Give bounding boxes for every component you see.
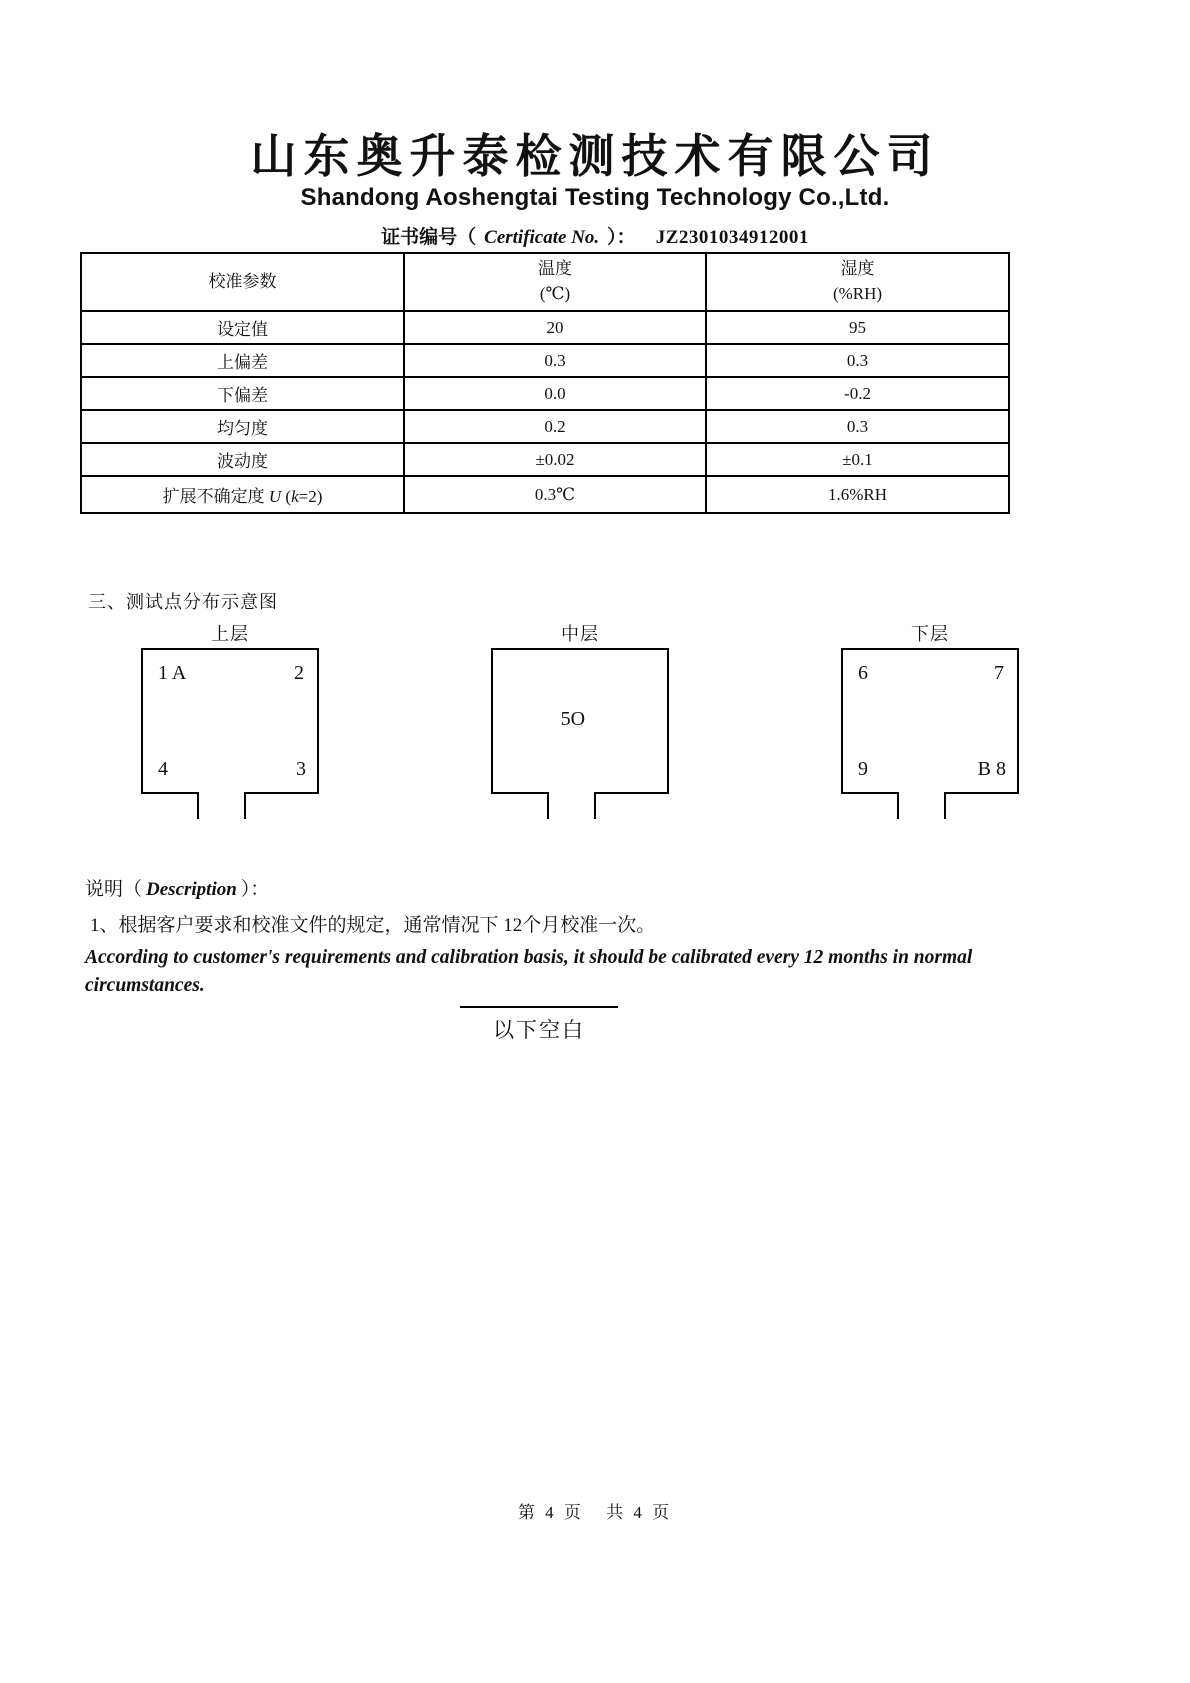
diagram-label: 中层: [561, 624, 599, 644]
table-row: [81, 410, 1009, 443]
temp-value: 0.0: [404, 377, 706, 410]
temp-value: 0.3℃: [404, 476, 706, 513]
temp-value: 0.3: [404, 344, 706, 377]
diagram-label: 下层: [911, 624, 949, 644]
certificate-number: JZ2301034912001: [655, 227, 809, 248]
uncertainty-U: U: [268, 487, 282, 506]
row-label: [81, 476, 404, 513]
cert-label-en: Certificate No.: [484, 227, 600, 248]
row-label: 下偏差: [81, 377, 404, 410]
certificate-number-line: [0, 222, 1190, 249]
company-name-zh: 山东奥升泰检测技术有限公司: [250, 131, 940, 182]
humidity-value: 95: [706, 311, 1009, 344]
header-cell-humidity: [706, 253, 1009, 311]
uncertainty-label-part: 扩展不确定度: [162, 487, 269, 506]
point-label-bottom-right: 3: [296, 758, 306, 780]
table-header-row: [81, 253, 1009, 311]
uncertainty-label-part: (: [281, 487, 292, 506]
point-label-bottom-left: 4: [158, 758, 168, 780]
point-label-top-left: 1 A: [158, 662, 187, 684]
description-label-en: Description: [146, 879, 237, 900]
uncertainty-k: k: [291, 487, 299, 506]
page-number-current: 第 4 页: [517, 1503, 584, 1522]
row-label: 上偏差: [81, 344, 404, 377]
humidity-unit: (%RH): [832, 284, 883, 303]
humidity-value: ±0.1: [706, 443, 1009, 476]
blank-divider-line: [460, 1006, 618, 1008]
humidity-label: 湿度: [840, 259, 875, 279]
humidity-value: 1.6%RH: [706, 476, 1009, 513]
humidity-value: 0.3: [706, 344, 1009, 377]
temperature-unit: (℃): [539, 284, 571, 303]
table-row: [81, 311, 1009, 344]
point-label-bottom-right: B 8: [977, 758, 1006, 780]
description-label-zh: 说明（: [85, 879, 143, 900]
diagram-middle-layer: [491, 620, 669, 820]
diagram-label: 上层: [211, 624, 249, 644]
blank-below-text: 以下空白: [493, 1018, 585, 1042]
company-name-en: Shandong Aoshengtai Testing Technology Co.,Ltd.: [300, 184, 890, 211]
table-row-expanded-uncertainty: [81, 476, 1009, 513]
point-label-center: 5O: [560, 708, 586, 730]
diagram-upper-layer: [141, 620, 319, 820]
uncertainty-label-part: =2): [298, 487, 323, 506]
temp-value: 20: [404, 311, 706, 344]
description-item-1: 1、根据客户要求和校准文件的规定，通常情况下 12个月校准一次。: [90, 915, 656, 936]
description-heading: [85, 874, 269, 901]
point-label-bottom-left: 9: [858, 758, 868, 780]
temperature-label: 温度: [538, 259, 572, 279]
cert-label-zh: 证书编号（: [381, 227, 477, 248]
table-row: [81, 377, 1009, 410]
temp-value: ±0.02: [404, 443, 706, 476]
description-english: According to customer's requirements and calibration basis, it should be calibrated every 12 months in normal circumstances.: [85, 947, 973, 996]
cert-label-close: ）：: [607, 227, 636, 248]
section-title-test-points: 三、测试点分布示意图: [88, 592, 278, 612]
page-number-total: 共 4 页: [606, 1503, 673, 1522]
header-cell-parameter: 校准参数: [81, 253, 404, 311]
description-label-close: ）：: [240, 879, 270, 900]
header-cell-temperature: [404, 253, 706, 311]
point-label-top-right: 7: [994, 662, 1004, 684]
point-label-top-left: 6: [858, 662, 868, 684]
row-label: 设定值: [81, 311, 404, 344]
calibration-table: [80, 252, 1010, 514]
row-label: 波动度: [81, 443, 404, 476]
page-footer: [0, 1498, 1190, 1523]
layer-box-outline: [491, 648, 669, 820]
table-row: [81, 344, 1009, 377]
humidity-value: -0.2: [706, 377, 1009, 410]
temp-value: 0.2: [404, 410, 706, 443]
row-label: 均匀度: [81, 410, 404, 443]
point-label-top-right: 2: [294, 662, 304, 684]
diagram-lower-layer: [841, 620, 1019, 820]
humidity-value: 0.3: [706, 410, 1009, 443]
table-row: [81, 443, 1009, 476]
